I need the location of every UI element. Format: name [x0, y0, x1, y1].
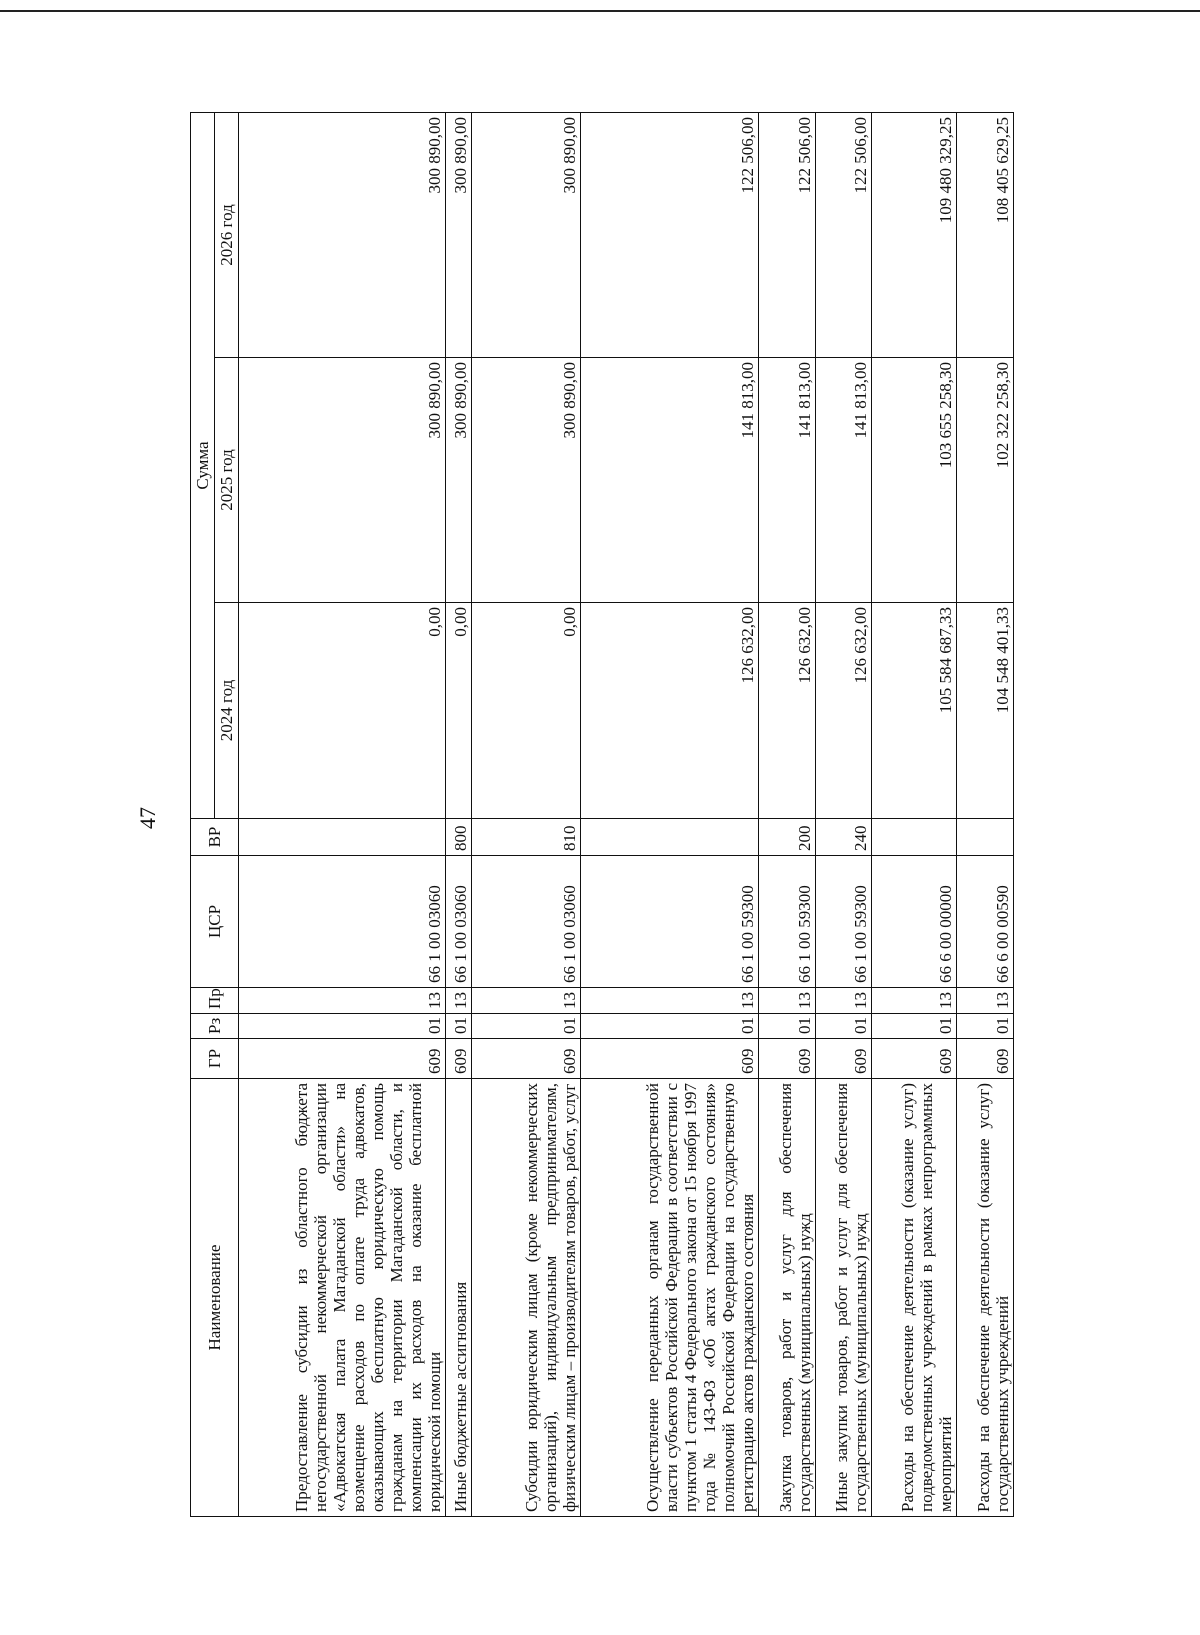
row-rz: 01: [580, 1014, 759, 1039]
row-name: Иные бюджетные ассигнования: [445, 1079, 471, 1517]
row-2024: 126 632,00: [815, 603, 872, 819]
row-2024: 104 548 401,33: [957, 603, 1014, 819]
row-pr: 13: [239, 988, 446, 1014]
header-pr: Пр: [191, 988, 239, 1014]
row-vr: [957, 819, 1014, 856]
row-2024: 105 584 687,33: [872, 603, 957, 819]
header-sum: Сумма: [191, 113, 215, 819]
table-row: [239, 113, 446, 1517]
row-rz: 01: [239, 1014, 446, 1039]
row-2024: 0,00: [471, 603, 580, 819]
row-gr: 609: [445, 1039, 471, 1079]
header-2025: 2025 год: [215, 358, 239, 603]
row-name: Закупка товаров, работ и услуг для обеспечения государственных (муниципальных) нужд: [759, 1079, 816, 1517]
row-csr: 66 1 00 03060: [471, 856, 580, 988]
row-gr: 609: [872, 1039, 957, 1079]
header-gr: ГР: [191, 1039, 239, 1079]
row-2026: 109 480 329,25: [872, 113, 957, 358]
row-csr: 66 1 00 59300: [815, 856, 872, 988]
row-vr: [580, 819, 759, 856]
header-name: Наименование: [191, 1079, 239, 1517]
row-2025: 141 813,00: [815, 358, 872, 603]
top-rule: [0, 10, 1200, 12]
row-2025: 103 655 258,30: [872, 358, 957, 603]
row-name: Осуществление переданных органам государственной власти субъектов Российской Федерации в соответствии с пунктом 1 статьи 4 Федерального закона от 15 ноября 1997 года № 143-ФЗ «Об актах гражданского состояния» полномочий Российской Федерации на государственную регистрацию актов гражданского состояния: [580, 1079, 759, 1517]
row-name: Субсидии юридическим лицам (кроме некоммерческих организаций), индивидуальным предпринимателям, физическим лицам – производителям товаров, работ, услуг: [471, 1079, 580, 1517]
row-csr: 66 1 00 03060: [445, 856, 471, 988]
row-vr: 800: [445, 819, 471, 856]
row-pr: 13: [759, 988, 816, 1014]
row-2024: 126 632,00: [580, 603, 759, 819]
row-2025: 141 813,00: [759, 358, 816, 603]
row-csr: 66 1 00 59300: [759, 856, 816, 988]
row-rz: 01: [815, 1014, 872, 1039]
row-gr: 609: [815, 1039, 872, 1079]
header-rz: Рз: [191, 1014, 239, 1039]
row-2024: 0,00: [239, 603, 446, 819]
row-pr: 13: [471, 988, 580, 1014]
row-gr: 609: [239, 1039, 446, 1079]
table-row: [815, 113, 872, 1517]
row-gr: 609: [957, 1039, 1014, 1079]
row-gr: 609: [471, 1039, 580, 1079]
row-2025: 141 813,00: [580, 358, 759, 603]
row-2025: 300 890,00: [445, 358, 471, 603]
row-vr: 240: [815, 819, 872, 856]
row-vr: 200: [759, 819, 816, 856]
row-name: Расходы на обеспечение деятельности (оказание услуг) государственных учреждений: [957, 1079, 1014, 1517]
budget-table: [190, 112, 1014, 1517]
row-csr: 66 1 00 03060: [239, 856, 446, 988]
row-vr: [239, 819, 446, 856]
row-vr: [872, 819, 957, 856]
row-name: Расходы на обеспечение деятельности (оказание услуг) подведомственных учреждений в рамках непрограммных мероприятий: [872, 1079, 957, 1517]
page-number: 47: [135, 807, 160, 829]
table-row: [445, 113, 471, 1517]
row-2026: 122 506,00: [815, 113, 872, 358]
row-2026: 108 405 629,25: [957, 113, 1014, 358]
row-csr: 66 1 00 59300: [580, 856, 759, 988]
budget-table-rotated: [190, 113, 1014, 1517]
row-2025: 102 322 258,30: [957, 358, 1014, 603]
table-row: [872, 113, 957, 1517]
row-csr: 66 6 00 00000: [872, 856, 957, 988]
row-2026: 122 506,00: [580, 113, 759, 358]
table-row: [957, 113, 1014, 1517]
row-name: Иные закупки товаров, работ и услуг для обеспечения государственных (муниципальных) нужд: [815, 1079, 872, 1517]
row-rz: 01: [445, 1014, 471, 1039]
row-csr: 66 6 00 00590: [957, 856, 1014, 988]
row-2024: 126 632,00: [759, 603, 816, 819]
header-2026: 2026 год: [215, 113, 239, 358]
row-pr: 13: [815, 988, 872, 1014]
row-pr: 13: [580, 988, 759, 1014]
row-2024: 0,00: [445, 603, 471, 819]
header-row-1: [191, 113, 215, 1517]
row-pr: 13: [445, 988, 471, 1014]
row-rz: 01: [957, 1014, 1014, 1039]
row-gr: 609: [580, 1039, 759, 1079]
row-pr: 13: [872, 988, 957, 1014]
row-2026: 300 890,00: [239, 113, 446, 358]
header-csr: ЦСР: [191, 856, 239, 988]
row-rz: 01: [471, 1014, 580, 1039]
table-row: [580, 113, 759, 1517]
row-2026: 122 506,00: [759, 113, 816, 358]
row-2025: 300 890,00: [239, 358, 446, 603]
header-vr: ВР: [191, 819, 239, 856]
row-rz: 01: [872, 1014, 957, 1039]
row-2026: 300 890,00: [471, 113, 580, 358]
row-pr: 13: [957, 988, 1014, 1014]
row-2026: 300 890,00: [445, 113, 471, 358]
row-name: Предоставление субсидии из областного бюджета негосударственной некоммерческой организации «Адвокатская палата Магаданской области» на возмещение расходов по оплате труда адвокатов, оказывающих бесплатную юридическую помощь гражданам на территории Магаданской области, и компенсации их расходов на оказание бесплатной юридической помощи: [239, 1079, 446, 1517]
table-row: [471, 113, 580, 1517]
row-rz: 01: [759, 1014, 816, 1039]
table-row: [759, 113, 816, 1517]
header-2024: 2024 год: [215, 603, 239, 819]
row-vr: 810: [471, 819, 580, 856]
row-gr: 609: [759, 1039, 816, 1079]
row-2025: 300 890,00: [471, 358, 580, 603]
